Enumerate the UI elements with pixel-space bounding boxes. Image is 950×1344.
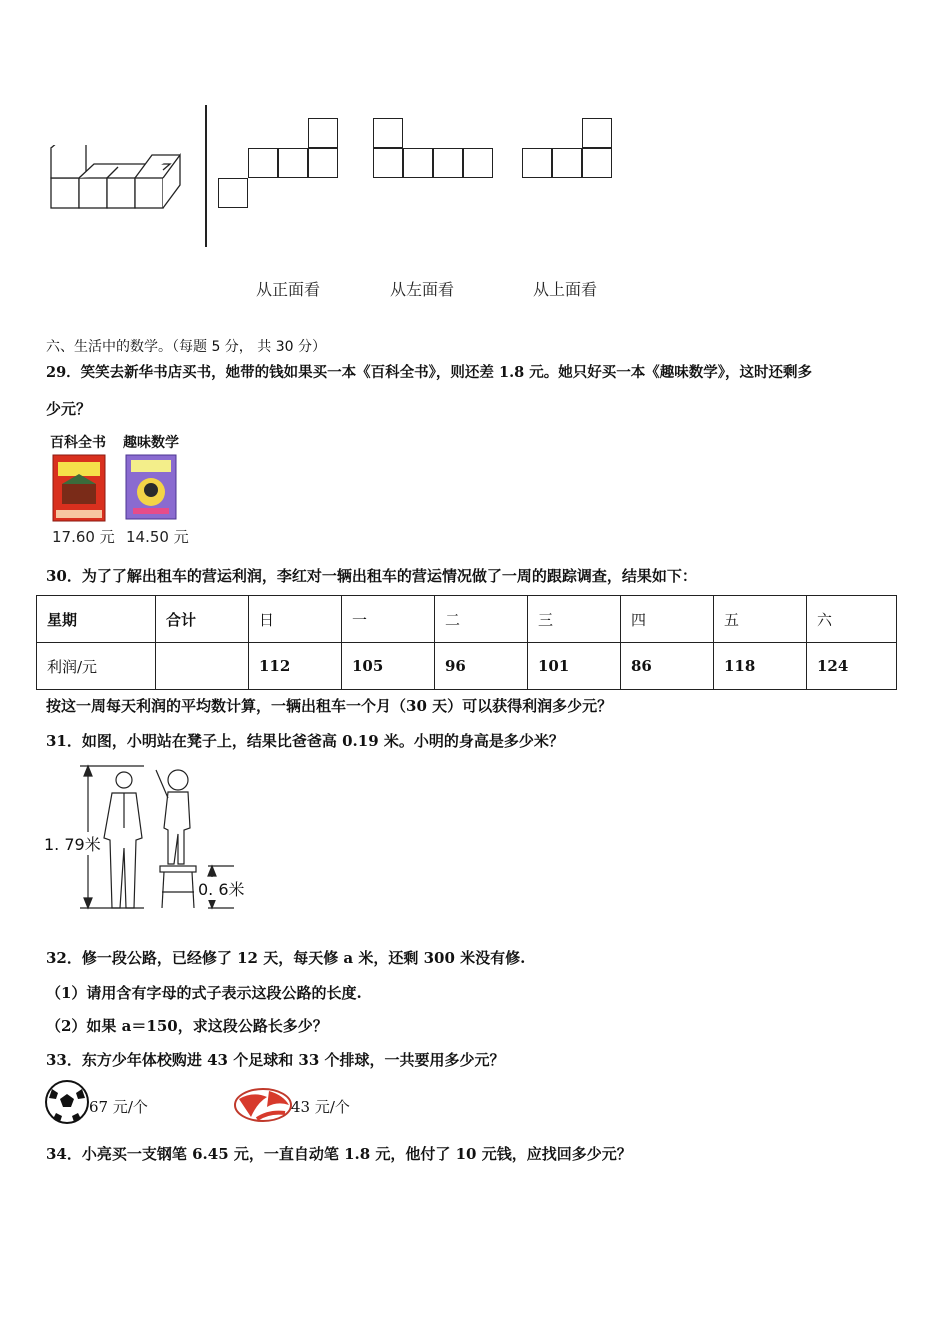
book2-cover-icon	[125, 454, 177, 520]
table-cell: 日	[249, 596, 342, 643]
football-icon	[44, 1079, 90, 1125]
stool-height-label: 0. 6米	[198, 877, 245, 900]
volleyball-price: 43 元/个	[291, 1098, 350, 1116]
table-cell: 合计	[156, 596, 249, 643]
profit-table	[36, 595, 897, 690]
table-cell: 五	[714, 596, 807, 643]
q33-text: 33．东方少年体校购进 43 个足球和 33 个排球，一共要用多少元？	[46, 1051, 505, 1069]
q30-question: 按这一周每天利润的平均数计算，一辆出租车一个月（30 天）可以获得利润多少元？	[46, 697, 613, 715]
table-cell: 星期	[37, 596, 156, 643]
table-cell: 利润/元	[37, 643, 156, 690]
table-cell: 124	[807, 643, 897, 690]
table-cell: 一	[342, 596, 435, 643]
football-price: 67 元/个	[89, 1098, 148, 1116]
q30-text: 30．为了了解出租车的营运利润，李红对一辆出租车的营运情况做了一周的跟踪调查，结果如下：	[46, 567, 697, 585]
q29-line2: 少元？	[46, 400, 92, 418]
table-cell: 二	[435, 596, 528, 643]
table-header-row	[37, 596, 897, 643]
table-cell: 三	[528, 596, 621, 643]
book2-title: 趣味数学	[123, 435, 179, 451]
table-cell: 六	[807, 596, 897, 643]
q32-part2: （2）如果 a＝150，求这段公路长多少？	[46, 1017, 328, 1035]
father-height-label: 1. 79米	[44, 832, 101, 855]
book2-price: 14.50 元	[126, 528, 189, 546]
table-cell	[156, 643, 249, 690]
q31-text: 31．如图，小明站在凳子上，结果比爸爸高 0.19 米。小明的身高是多少米？	[46, 732, 564, 750]
q32-part1: （1）请用含有字母的式子表示这段公路的长度.	[46, 984, 362, 1002]
section-heading: 六、生活中的数学。（每题 5 分， 共 30 分）	[46, 339, 326, 355]
book1-title: 百科全书	[50, 435, 106, 451]
table-cell: 118	[714, 643, 807, 690]
table-cell: 96	[435, 643, 528, 690]
top-view-label: 从上面看	[533, 280, 598, 299]
front-view-label: 从正面看	[256, 280, 321, 299]
book1-cover-icon	[52, 454, 106, 522]
table-row	[37, 643, 897, 690]
q34-text: 34．小亮买一支钢笔 6.45 元，一直自动笔 1.8 元，他付了 10 元钱，应找回多少元？	[46, 1145, 632, 1163]
table-cell: 105	[342, 643, 435, 690]
book1-price: 17.60 元	[52, 528, 115, 546]
q29-line1: 29．笑笑去新华书店买书，她带的钱如果买一本《百科全书》，则还差 1.8 元。她只好买一本《趣味数学》，这时还剩多	[46, 364, 812, 381]
left-view-label: 从左面看	[390, 280, 455, 299]
cube-solid-figure	[48, 145, 188, 215]
table-cell: 四	[621, 596, 714, 643]
q32-text: 32．修一段公路，已经修了 12 天，每天修 a 米，还剩 300 米没有修.	[46, 949, 526, 967]
divider-line	[205, 105, 207, 247]
table-cell: 112	[249, 643, 342, 690]
table-cell: 86	[621, 643, 714, 690]
table-cell: 101	[528, 643, 621, 690]
volleyball-icon	[233, 1087, 293, 1123]
